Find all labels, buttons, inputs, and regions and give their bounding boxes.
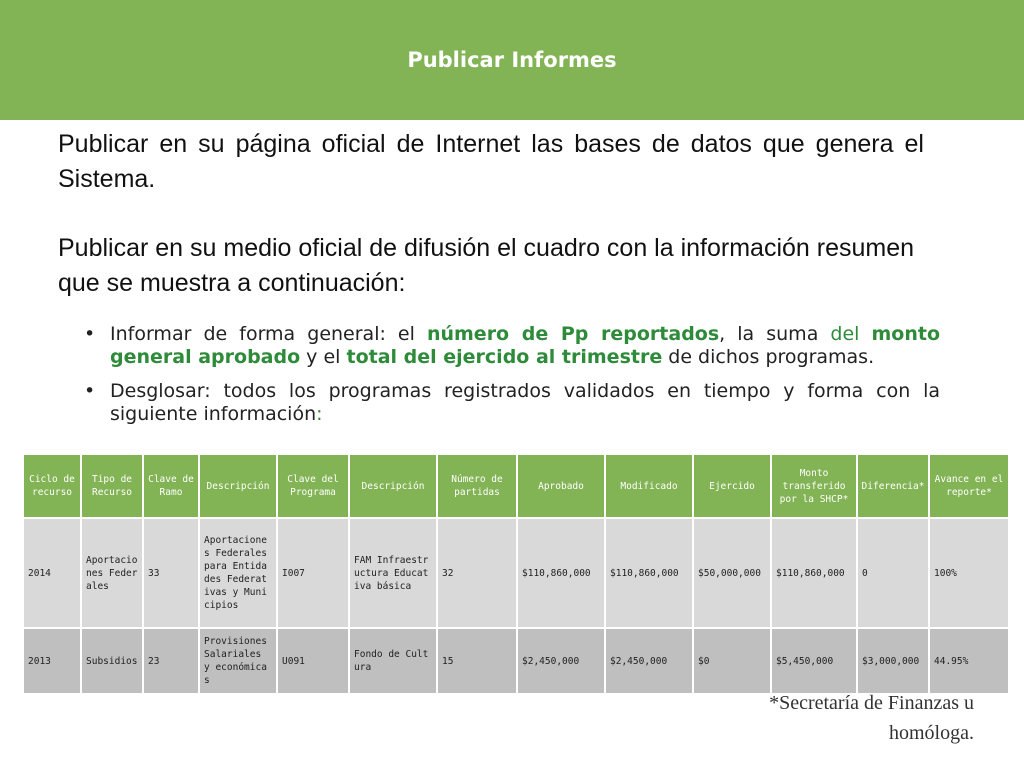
- paragraph-summary: Publicar en su medio oficial de difusión el cuadro con la información resumen que se muestra a continuación:: [58, 234, 915, 297]
- table-cell: $110,860,000: [517, 518, 605, 628]
- table-cell: $0: [693, 628, 771, 694]
- table-row: [23, 628, 1009, 694]
- table-cell: Aportaciones Federales: [81, 518, 143, 628]
- paragraph-databases: Publicar en su página oficial de Internet las bases de datos que genera el Sistema.: [58, 130, 924, 193]
- bullet-text: Informar de forma general: el número de Pp reportados, la suma del monto general aprobado y el total del ejercido al trimestre de dichos programas.: [110, 323, 940, 368]
- table-cell: $110,860,000: [605, 518, 693, 628]
- table-cell: FAM Infraestructura Educativa básica: [349, 518, 437, 628]
- column-header: Número de partidas: [437, 454, 517, 518]
- table-cell: 44.95%: [929, 628, 1009, 694]
- table-row: [23, 518, 1009, 628]
- table-cell: Provisiones Salariales y económicas: [199, 628, 277, 694]
- table-cell: 0: [857, 518, 929, 628]
- column-header: Descripción: [349, 454, 437, 518]
- summary-table: [22, 453, 1010, 695]
- bullet-detail: [84, 380, 940, 426]
- column-header: Ejercido: [693, 454, 771, 518]
- table-cell: 33: [143, 518, 199, 628]
- bullet-text: Desglosar: todos los programas registrados validados en tiempo y forma con la siguiente información:: [110, 380, 940, 425]
- table-cell: 2013: [23, 628, 81, 694]
- bullet-icon: •: [84, 380, 96, 402]
- column-header: Aprobado: [517, 454, 605, 518]
- table-cell: 100%: [929, 518, 1009, 628]
- table-cell: 32: [437, 518, 517, 628]
- footnote: *Secretaría de Finanzas u homóloga.: [769, 692, 974, 744]
- table-cell: 2014: [23, 518, 81, 628]
- column-header: Tipo de Recurso: [81, 454, 143, 518]
- title-banner: [0, 0, 1024, 120]
- table-cell: Fondo de Cultura: [349, 628, 437, 694]
- column-header: Descripción: [199, 454, 277, 518]
- column-header: Avance en el reporte*: [929, 454, 1009, 518]
- table-cell: Subsidios: [81, 628, 143, 694]
- table-cell: U091: [277, 628, 349, 694]
- table-cell: $50,000,000: [693, 518, 771, 628]
- table-cell: $2,450,000: [517, 628, 605, 694]
- table-cell: Aportaciones Federales para Entidades Federativas y Municipios: [199, 518, 277, 628]
- column-header: Clave del Programa: [277, 454, 349, 518]
- column-header: Diferencia*: [857, 454, 929, 518]
- table-cell: 23: [143, 628, 199, 694]
- page-title: Publicar Informes: [407, 48, 617, 72]
- bullet-general: [84, 323, 940, 369]
- table-cell: $5,450,000: [771, 628, 857, 694]
- table-cell: I007: [277, 518, 349, 628]
- column-header: Modificado: [605, 454, 693, 518]
- table-cell: $3,000,000: [857, 628, 929, 694]
- table-cell: 15: [437, 628, 517, 694]
- bullet-icon: •: [84, 323, 96, 345]
- column-header: Ciclo de recurso: [23, 454, 81, 518]
- column-header: Clave de Ramo: [143, 454, 199, 518]
- table-cell: $110,860,000: [771, 518, 857, 628]
- table-cell: $2,450,000: [605, 628, 693, 694]
- table-header-row: [23, 454, 1009, 518]
- column-header: Monto transferido por la SHCP*: [771, 454, 857, 518]
